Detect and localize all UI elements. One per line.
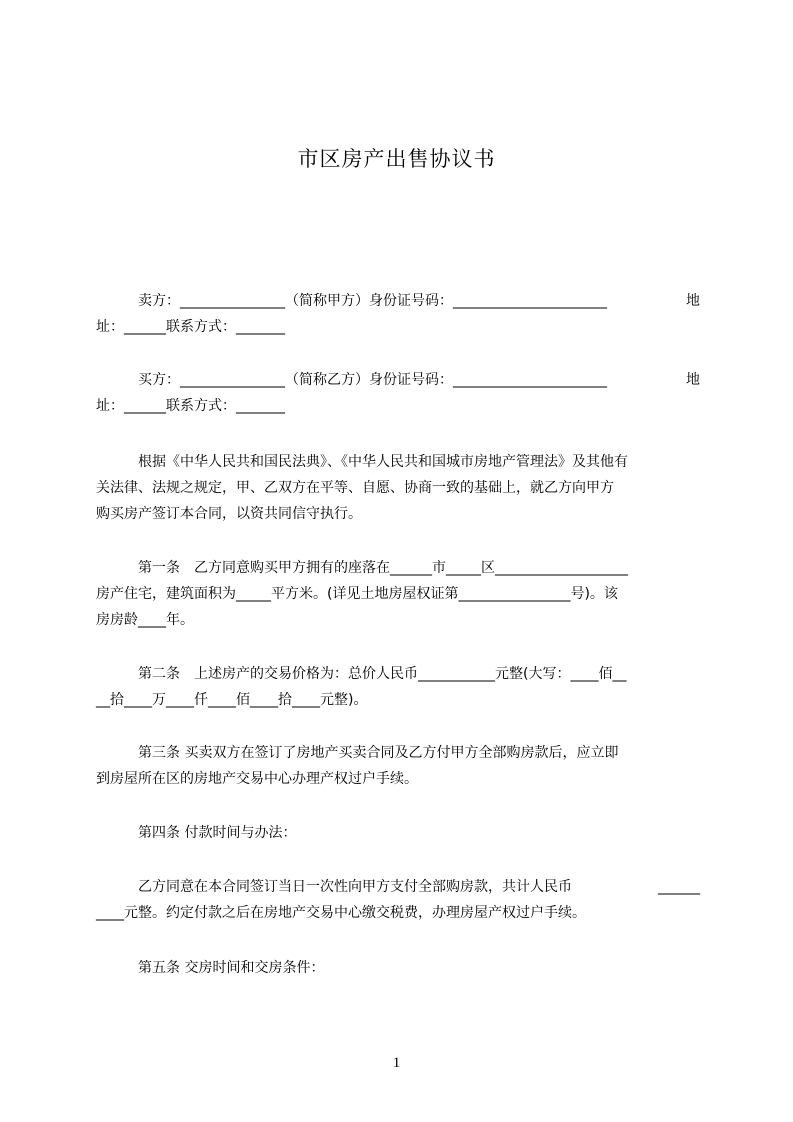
- buyer-line-1-end: 地: [686, 372, 700, 388]
- article-4-heading-block: [96, 820, 700, 846]
- buyer-line-1: 买方：_______________（简称乙方）身份证号码：______________________: [138, 372, 607, 388]
- article-4-body: [96, 874, 700, 926]
- article-2-line: 第二条 上述房产的交易价格为：总价人民币___________元整(大写：____佰__: [138, 666, 627, 682]
- seller-line-2: 址：______联系方式：_______: [96, 319, 285, 335]
- article-5-heading-block: [96, 955, 700, 981]
- article-1: [96, 555, 700, 633]
- article-3-line: 到房屋所在区的房地产交易中心办理产权过户手续。: [96, 771, 418, 787]
- article-3-line: 第三条 买卖双方在签订了房地产买卖合同及乙方付甲方全部购房款后，应立即: [138, 745, 619, 761]
- preamble-line: 关法律、法规之规定，甲、乙双方在平等、自愿、协商一致的基础上，就乙方向甲方: [96, 480, 614, 496]
- article-4-line-1-end: ______: [658, 879, 700, 895]
- preamble-line: 购买房产签订本合同，以资共同信守执行。: [96, 506, 362, 522]
- document-title: 市区房产出售协议书: [297, 147, 496, 171]
- seller-line-1-end: 地: [686, 293, 700, 309]
- article-4-line-1: 乙方同意在本合同签订当日一次性向甲方支付全部购房款，共计人民币: [138, 879, 572, 895]
- article-1-line: 房房龄____年。: [96, 612, 194, 628]
- article-4-heading: 第四条 付款时间与办法：: [138, 825, 297, 841]
- article-5-heading: 第五条 交房时间和交房条件：: [138, 960, 325, 976]
- article-4-line-2: ____元整。约定付款之后在房地产交易中心缴交税费，办理房屋产权过户手续。: [96, 905, 586, 921]
- buyer-line-2: 址：______联系方式：_______: [96, 398, 285, 414]
- preamble-line: 根据《中华人民共和国民法典》、《中华人民共和国城市房地产管理法》及其他有: [138, 454, 628, 470]
- article-3: [96, 740, 700, 792]
- article-2: [96, 661, 700, 713]
- article-1-line: 房产住宅，建筑面积为_____平方米。(详见土地房屋权证第________________号)。该: [96, 586, 618, 602]
- article-1-line: 第一条 乙方同意购买甲方拥有的座落在______市_____区___________________: [138, 560, 628, 576]
- article-2-line: __拾____万____仟____佰____拾____元整)。: [96, 692, 368, 708]
- preamble-paragraph: [96, 449, 700, 527]
- page-number: 1: [392, 1055, 401, 1071]
- seller-info: [96, 288, 700, 340]
- buyer-info: [96, 367, 700, 419]
- seller-line-1: 卖方：_______________（简称甲方）身份证号码：______________________: [138, 293, 607, 309]
